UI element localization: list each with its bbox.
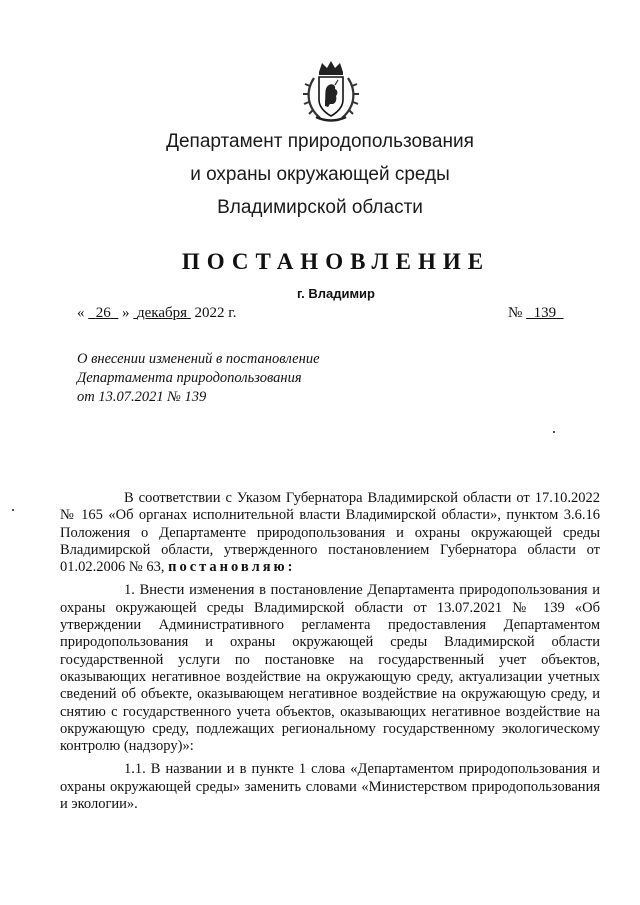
date-day: 26: [95, 305, 111, 321]
coat-of-arms-icon: [302, 58, 360, 124]
subject-line: Департамента природопользования: [77, 370, 302, 386]
department-line: и охраны окружающей среды: [190, 164, 450, 185]
date-month: декабря: [137, 305, 188, 321]
number-value: 139: [533, 305, 557, 321]
item-1-1-paragraph: 1.1. В названии и в пункте 1 слова «Департаментом природопользования и охраны окружающей среды» заменить словами «Министерством природопользования и экологии».: [60, 761, 600, 813]
department-name: [0, 128, 640, 222]
department-line: Департамент природопользования: [166, 131, 474, 152]
document-subject: [77, 350, 320, 407]
document-city: г. Владимир: [296, 286, 375, 301]
preamble-paragraph: В соответствии с Указом Губернатора Владимирской области от 17.10.2022 № 165 «Об органах исполнительной власти Владимирской области», пунктом 3.6.16 Положения о Департаменте природопользования и охраны окружающей среды Владимирской области, утвержденного постановлением Губернатора области от 01.02.2006 № 63, постановляю:: [60, 490, 600, 576]
open-quote: «: [77, 305, 85, 321]
subject-line: О внесении изменений в постановление: [77, 351, 320, 367]
document-number: [508, 305, 564, 322]
date-year: 2022 г.: [194, 305, 237, 321]
scan-speck: [12, 509, 14, 511]
document-body: [60, 490, 600, 819]
close-quote: »: [122, 305, 130, 321]
number-prefix: №: [508, 305, 523, 321]
resolve-word: постановляю:: [168, 559, 296, 576]
document-title: ПОСТАНОВЛЕНИЕ: [181, 249, 491, 274]
document-date: [77, 305, 237, 322]
department-line: Владимирской области: [217, 197, 423, 218]
subject-line: от 13.07.2021 № 139: [77, 389, 207, 405]
scan-speck: [553, 431, 555, 433]
item-1-paragraph: 1. Внести изменения в постановление Департамента природопользования и охраны окружающей среды Владимирской области от 13.07.2021 № 139 «Об утверждении Административного регламента предоставления Департаментом природопользования и охраны окружающей среды Владимирской области государственной услуги по постановке на государственный учет объектов, оказывающих негативное воздействие на окружающую среду, актуализации учетных сведений об объекте, оказывающем негативное воздействие на окружающую среду, и снятию с государственного учета объектов, оказывающих негативное воздействие на окружающую среду, подлежащих региональному государственному экологическому контролю (надзору)»:: [60, 582, 600, 755]
